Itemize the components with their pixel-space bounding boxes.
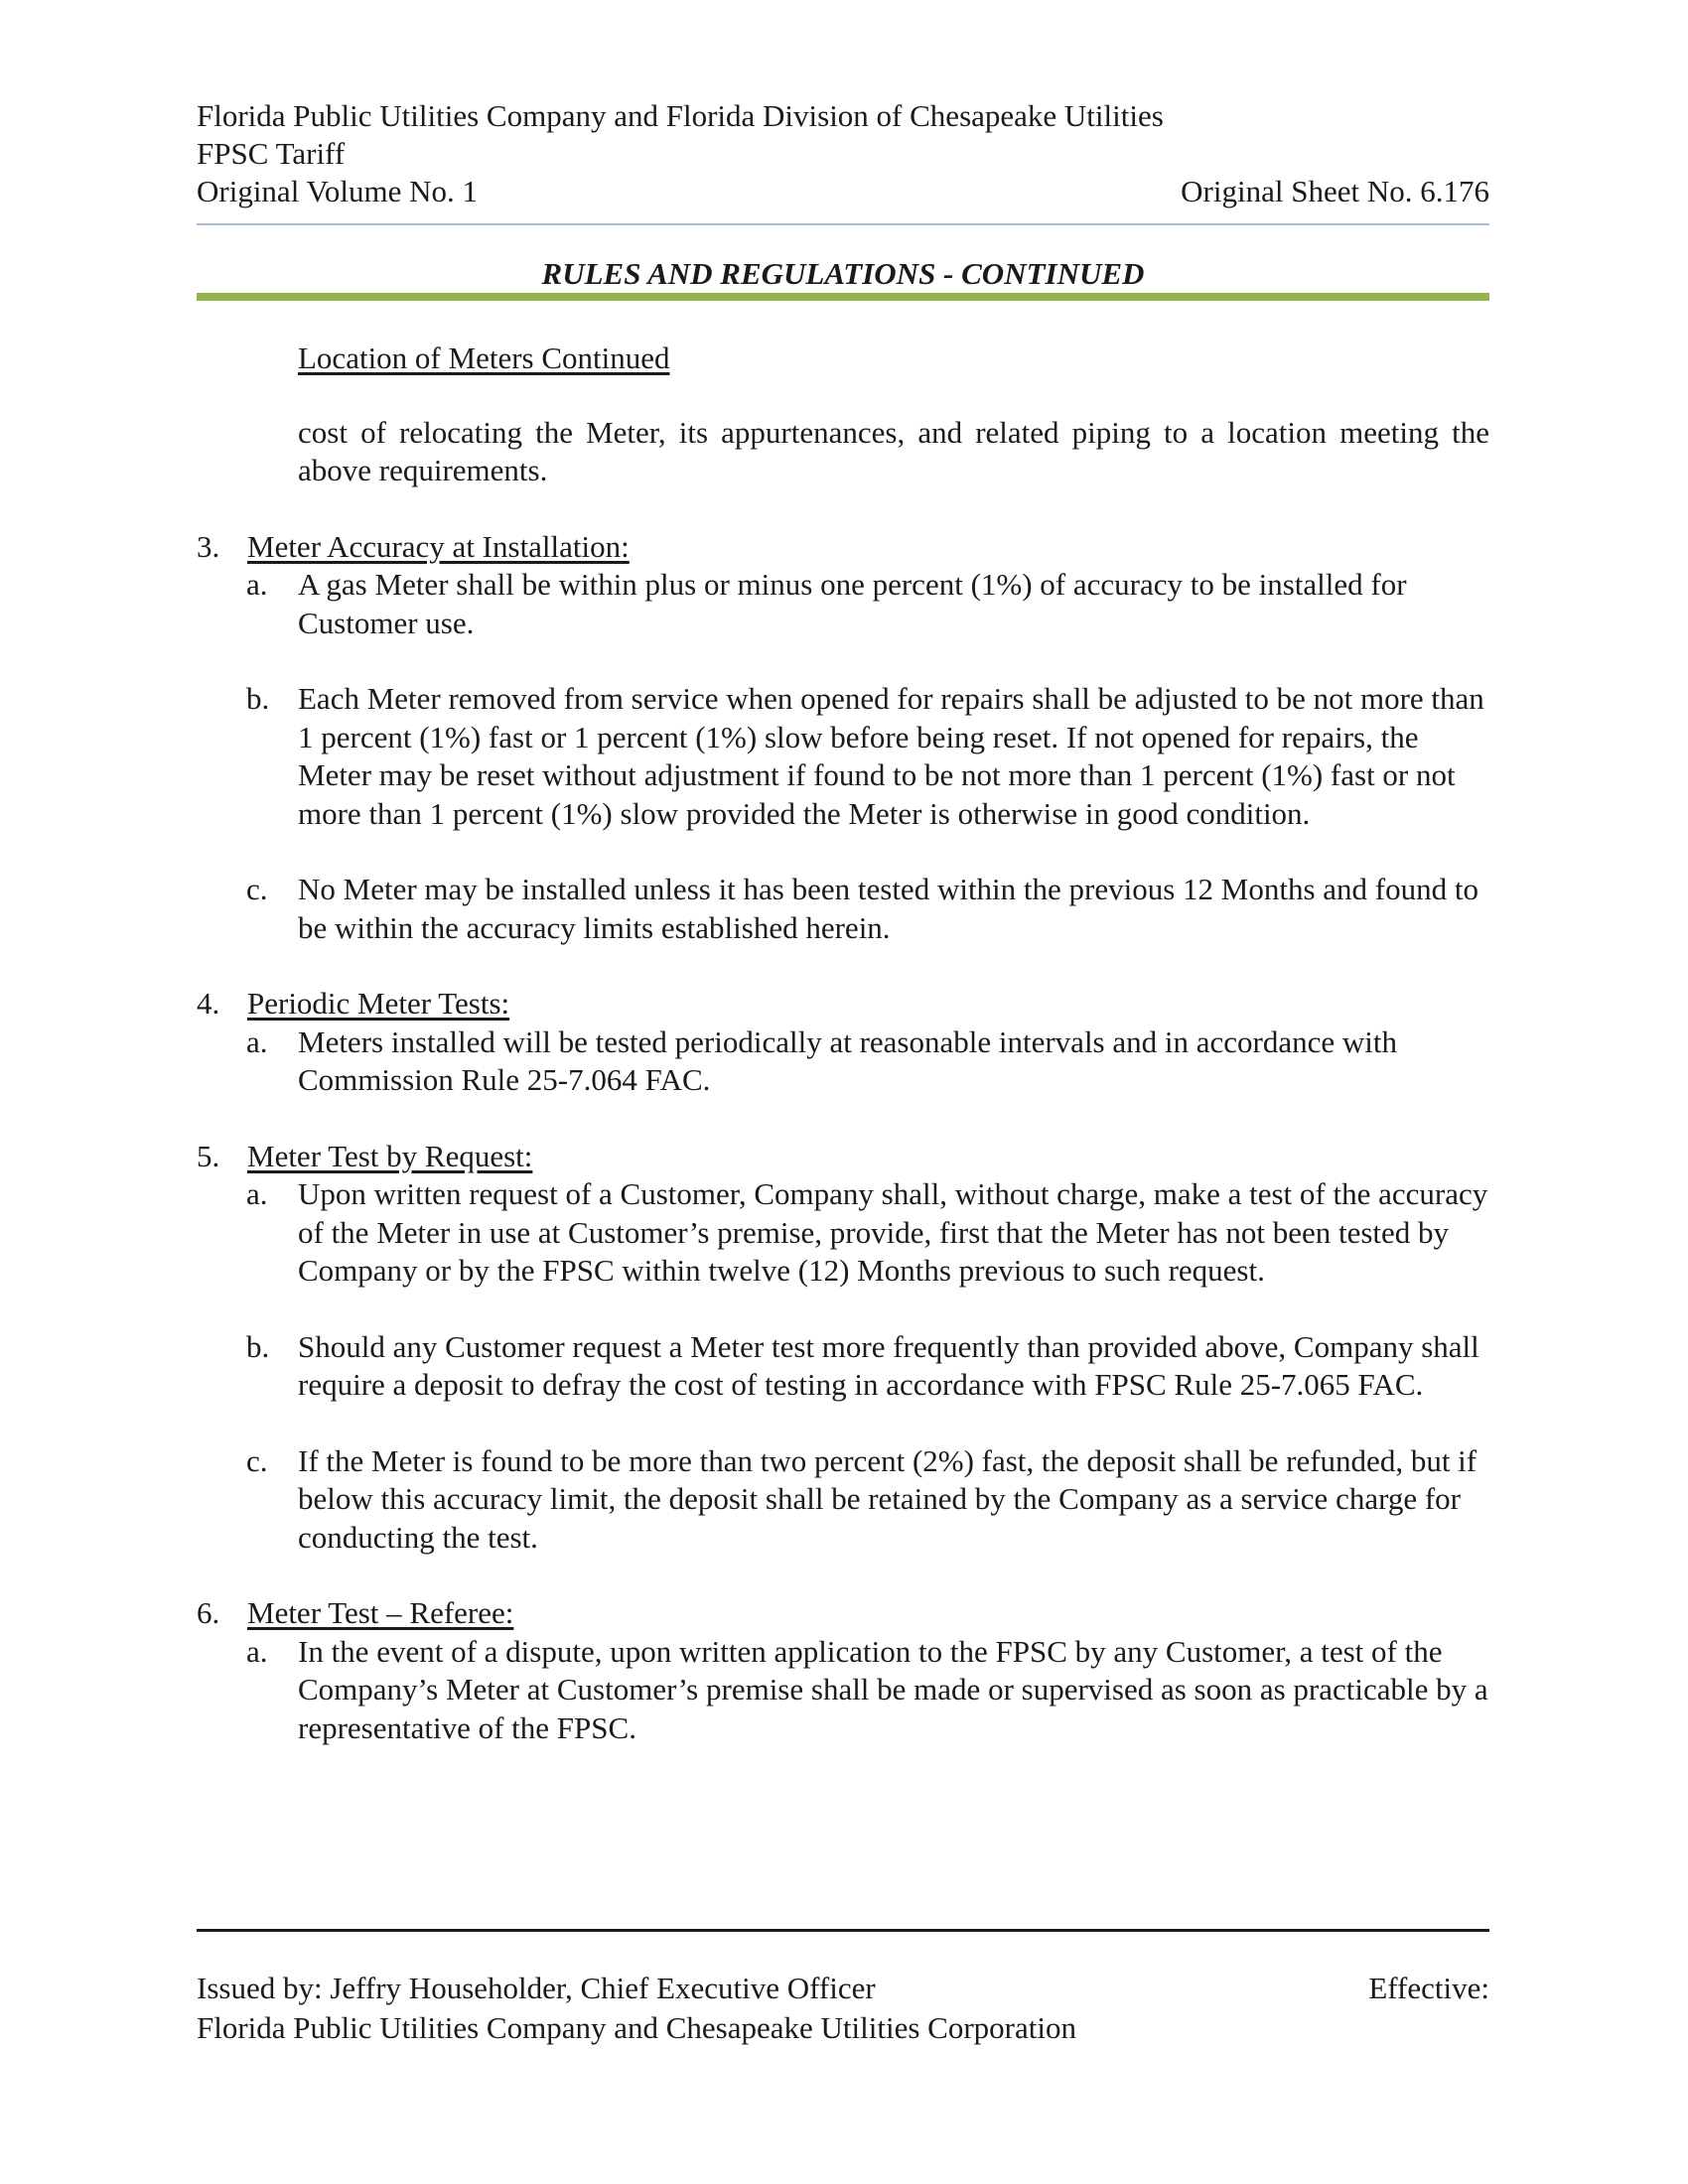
sub-item [246, 680, 1489, 833]
header-sheet-number: Original Sheet No. 6.176 [1181, 174, 1489, 208]
header-volume: Original Volume No. 1 [197, 174, 479, 208]
sub-item-text: Meters installed will be tested periodically at reasonable intervals and in accordance with Commission Rule 25-7.064 FAC. [298, 1024, 1397, 1097]
sub-item-text: If the Meter is found to be more than two percent (2%) fast, the deposit shall be refunded, but if below this accuracy limit, the deposit shall be retained by the Company as a service charge for conducting the test. [298, 1442, 1477, 1555]
rule-item-4 [197, 985, 1489, 1100]
sub-item-text: In the event of a dispute, upon written application to the FPSC by any Customer, a test of the Company’s Meter at Customer’s premise shall be made or supervised as soon as practicable by a representative of the FPSC. [298, 1633, 1488, 1745]
section-divider [197, 293, 1489, 301]
page-footer [197, 1969, 1489, 2048]
section-title: RULES AND REGULATIONS - CONTINUED [541, 256, 1145, 291]
sub-item-letter: c. [246, 1442, 268, 1478]
header-company-line: Florida Public Utilities Company and Florida Division of Chesapeake Utilities [197, 98, 1164, 133]
continued-paragraph: cost of relocating the Meter, its appurtenances, and related piping to a location meeting the above requirements. [298, 414, 1489, 487]
rule-item-3 [197, 528, 1489, 948]
sub-item-letter: b. [246, 681, 270, 716]
footer-effective: Effective: [1368, 1971, 1489, 2005]
sub-item-letter: c. [246, 872, 268, 906]
document-body [197, 340, 1489, 1747]
sub-item [246, 871, 1489, 947]
footer-company: Florida Public Utilities Company and Chesapeake Utilities Corporation [197, 2010, 1076, 2045]
continued-heading [298, 340, 1489, 378]
sub-item-letter: a. [246, 1176, 268, 1211]
sub-item-letter: b. [246, 1328, 270, 1364]
item-heading [247, 1138, 1489, 1176]
item-number: 3. [197, 528, 220, 564]
rule-item-5 [197, 1138, 1489, 1558]
sub-item-text: Each Meter removed from service when opened for repairs shall be adjusted to be not more than 1 percent (1%) fast or 1 percent (1%) slow before being reset. If not opened for repairs, the Meter may be reset without adjustment if found to be not more than 1 percent (1%) fast or not more than 1 percent (1%) slow provided the Meter is otherwise in good condition. [298, 681, 1484, 831]
page-header [197, 97, 1489, 210]
sub-item-text: Should any Customer request a Meter test more frequently than provided above, Company shall require a deposit to defray the cost of testing in accordance with FPSC Rule 25-7.065 FAC. [298, 1328, 1479, 1402]
sub-item-letter: a. [246, 567, 268, 602]
sub-item-letter: a. [246, 1024, 268, 1059]
item-number: 6. [197, 1595, 220, 1630]
item-number: 4. [197, 986, 220, 1021]
item-heading-text: Meter Accuracy at Installation: [247, 528, 630, 564]
continued-heading-text: Location of Meters Continued [298, 341, 670, 375]
sub-item-letter: a. [246, 1633, 268, 1669]
header-volume-row [197, 173, 1489, 210]
sub-item [246, 1024, 1489, 1100]
item-number: 5. [197, 1138, 220, 1173]
sub-item [246, 1175, 1489, 1291]
rule-item-6 [197, 1594, 1489, 1747]
sub-item [246, 1633, 1489, 1748]
sub-item [246, 1328, 1489, 1405]
header-divider [197, 223, 1489, 225]
footer-issued-by: Issued by: Jeffry Householder, Chief Executive Officer [197, 1971, 876, 2005]
sub-item [246, 566, 1489, 642]
header-tariff-line: FPSC Tariff [197, 136, 346, 171]
item-heading [247, 528, 1489, 567]
sub-item-text: Upon written request of a Customer, Company shall, without charge, make a test of the accuracy of the Meter in use at Customer’s premise, provide, first that the Meter has not been tested by Company or by the FPSC within twelve (12) Months previous to such request. [298, 1176, 1488, 1288]
sub-item-text: A gas Meter shall be within plus or minus one percent (1%) of accuracy to be installed for Customer use. [298, 567, 1407, 640]
footer-divider [197, 1929, 1489, 1932]
item-heading-text: Meter Test by Request: [247, 1138, 533, 1173]
sub-item [246, 1442, 1489, 1558]
item-heading-text: Meter Test – Referee: [247, 1595, 514, 1630]
footer-issued-row [197, 1969, 1489, 2008]
sub-item-text: No Meter may be installed unless it has been tested within the previous 12 Months and found to be within the accuracy limits established herein. [298, 872, 1478, 945]
item-heading-text: Periodic Meter Tests: [247, 986, 510, 1021]
item-heading [247, 985, 1489, 1024]
item-heading [247, 1594, 1489, 1633]
